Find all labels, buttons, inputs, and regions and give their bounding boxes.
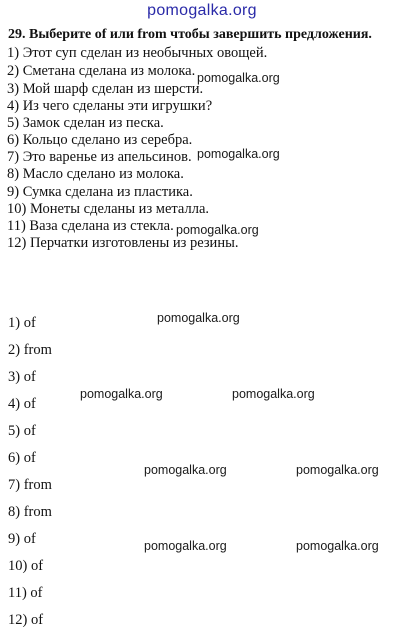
sentence-item: 1) Этот суп сделан из необычных овощей. xyxy=(7,45,268,61)
sentence-item: 4) Из чего сделаны эти игрушки? xyxy=(7,98,213,114)
sentence-item: 9) Сумка сделана из пластика. xyxy=(7,184,193,200)
answer-item: 1) of xyxy=(8,315,36,331)
answer-item: 11) of xyxy=(8,585,43,601)
watermark-text: pomogalka.org xyxy=(232,387,315,401)
sentence-item: 10) Монеты сделаны из металла. xyxy=(7,201,210,217)
sentence-item: 6) Кольцо сделано из серебра. xyxy=(7,132,193,148)
watermark-text: pomogalka.org xyxy=(296,463,379,477)
answer-item: 5) of xyxy=(8,423,36,439)
answer-item: 10) of xyxy=(8,558,44,574)
sentence-item: 7) Это варенье из апельсинов. xyxy=(7,149,192,165)
answer-item: 7) from xyxy=(8,477,52,493)
answer-item: 12) of xyxy=(8,612,44,628)
sentence-item: 3) Мой шарф сделан из шерсти. xyxy=(7,81,204,97)
watermark-text: pomogalka.org xyxy=(80,387,163,401)
watermark-text: pomogalka.org xyxy=(197,147,280,161)
answer-item: 6) of xyxy=(8,450,36,466)
answer-item: 4) of xyxy=(8,396,36,412)
sentence-item: 2) Сметана сделана из молока. xyxy=(7,63,196,79)
answer-item: 9) of xyxy=(8,531,36,547)
answer-item: 2) from xyxy=(8,342,52,358)
exercise-title: 29. Выберите of или from чтобы завершить предложения. xyxy=(8,27,372,42)
watermark-text: pomogalka.org xyxy=(296,539,379,553)
answer-item: 8) from xyxy=(8,504,52,520)
sentence-item: 5) Замок сделан из песка. xyxy=(7,115,164,131)
site-logo: pomogalka.org xyxy=(147,2,257,19)
watermark-text: pomogalka.org xyxy=(144,463,227,477)
watermark-text: pomogalka.org xyxy=(197,71,280,85)
sentence-item: 8) Масло сделано из молока. xyxy=(7,166,184,182)
watermark-text: pomogalka.org xyxy=(157,311,240,325)
watermark-text: pomogalka.org xyxy=(144,539,227,553)
sentence-item: 11) Ваза сделана из стекла. xyxy=(7,218,174,234)
sentence-item: 12) Перчатки изготовлены из резины. xyxy=(7,235,239,251)
answer-item: 3) of xyxy=(8,369,36,385)
watermark-text: pomogalka.org xyxy=(176,223,259,237)
